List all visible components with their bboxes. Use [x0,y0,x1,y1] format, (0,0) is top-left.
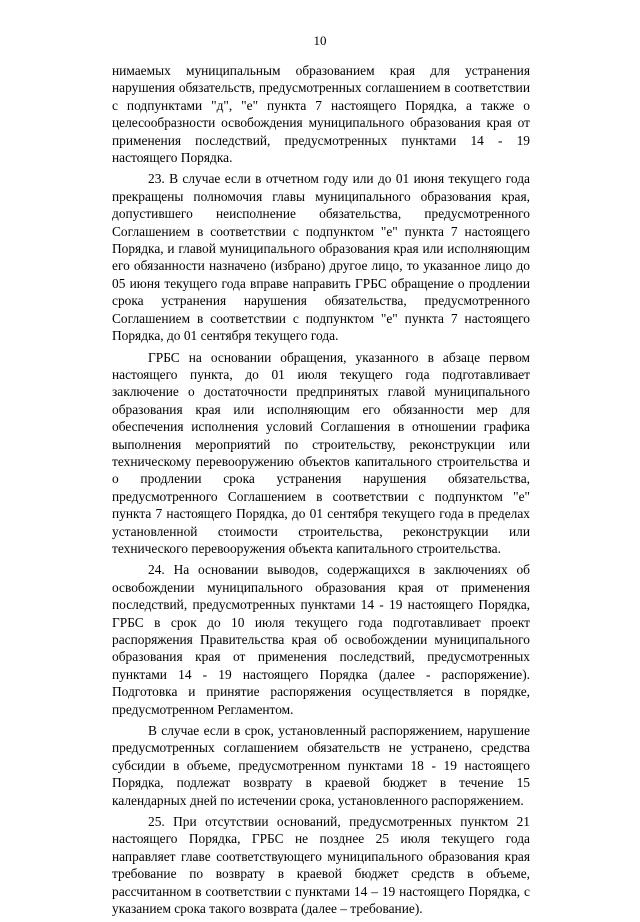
paragraph-grbs-conclusion: ГРБС на основании обращения, указанного в абзаце первом настоящего пункта, до 01 июля текущего года подготавливает заключение о достаточности предпринятых главой муниципального образования края или исполняющим его обязанности мер для обеспечения исполнения условий Соглашения в отношении графика выполнения мероприятий по строительству, реконструкции или техническому перевооружению объектов капитального строительства и о продлении срока устранения нарушения обязательства, предусмотренного Соглашением в соответствии с подпунктом "е" пункта 7 настоящего Порядка, до 01 сентября текущего года в пределах установленной стоимости строительства, реконструкции или технического перевооружения объекта капитального строительства. [112,349,530,556]
document-body [112,62,530,922]
paragraph-item-24: 24. На основании выводов, содержащихся в заключениях об освобождении муниципального образования края от применения последствий, предусмотренных пунктами 14 - 19 настоящего Порядка, ГРБС в срок до 10 июля текущего года подготавливает проект распоряжения Правительства края об освобождении муниципального образования края от применения последствий, предусмотренных пунктами 14 - 19 настоящего Порядка (далее - распоряжение). Подготовка и принятие распоряжения осуществляется в порядке, предусмотренном Регламентом. [112,562,530,717]
page-number: 10 [313,33,327,48]
paragraph-item-25: 25. При отсутствии оснований, предусмотренных пунктом 21 настоящего Порядка, ГРБС не позднее 25 июля текущего года направляет главе соответствующего муниципального образования края требование по возврату в краевой бюджет средств в объеме, рассчитанном в соответствии с пунктами 14 – 19 настоящего Порядка, с указанием срока такого возврата (далее – требование). [112,814,530,917]
paragraph-refund-case: В случае если в срок, установленный распоряжением, нарушение предусмотренных соглашением обязательств не устранено, средства субсидии в объеме, предусмотренном пунктами 18 - 19 настоящего Порядка, подлежат возврату в краевой бюджет в течение 15 календарных дней по истечении срока, установленного распоряжением. [112,723,530,808]
paragraph-continuation: нимаемых муниципальным образованием края для устранения нарушения обязательств, предусмотренных соглашением в соответствии с подпунктами "д", "е" пункта 7 настоящего Порядка, а также о целесообразности освобождения муниципального образования края от применения последствий, предусмотренных пунктами 14 - 19 настоящего Порядка. [112,63,530,166]
paragraph-item-23: 23. В случае если в отчетном году или до 01 июня текущего года прекращены полномочия главы муниципального образования края, допустившего неисполнение обязательства, предусмотренного Соглашением в соответствии с подпунктом "е" пункта 7 настоящего Порядка, и главой муниципального образования края или исполняющим его обязанности назначено (избрано) другое лицо, то указанное лицо до 05 июня текущего года вправе направить ГРБС обращение о продлении срока устранения нарушения обязательства, предусмотренного Соглашением в соответствии с подпунктом "е" пункта 7 настоящего Порядка, до 01 сентября текущего года. [112,171,530,344]
